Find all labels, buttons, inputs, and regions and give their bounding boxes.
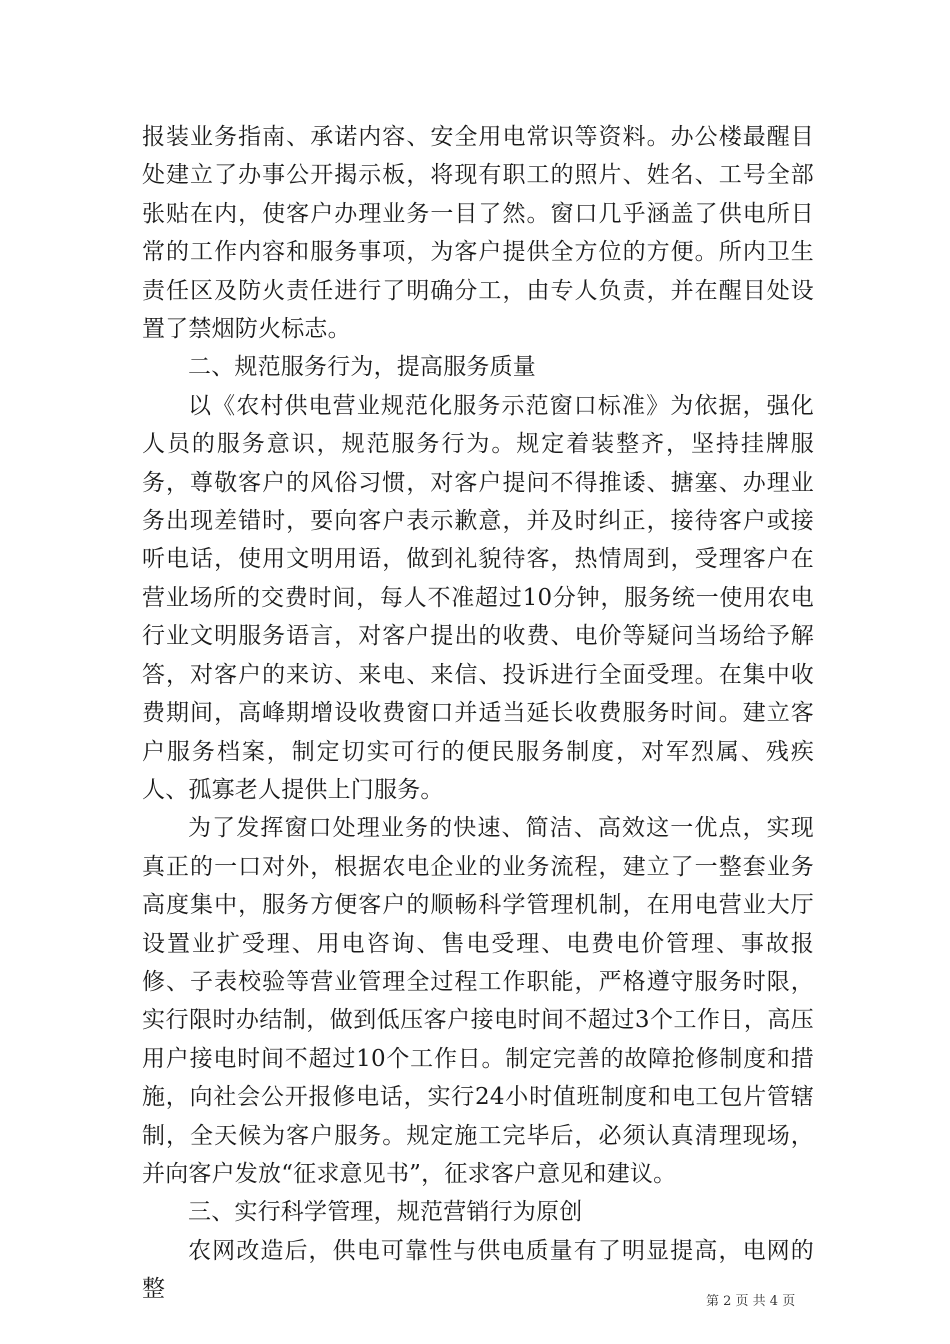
paragraph-1: 报装业务指南、承诺内容、安全用电常识等资料。办公楼最醒目处建立了办事公开揭示板，将现有职工的照片、姓名、工号全部张贴在内，使客户办理业务一目了然。窗口几乎涵盖了供电所日常的工作内容和服务事项，为客户提供全方位的方便。所内卫生责任区及防火责任进行了明确分工，由专人负责，并在醒目处设置了禁烟防火标志。 [142, 124, 814, 343]
paragraph-4: 农网改造后，供电可靠性与供电质量有了明显提高，电网的整 [142, 1237, 814, 1303]
document-body [142, 118, 814, 1309]
paragraph-2: 以《农村供电营业规范化服务示范窗口标准》为依据，强化人员的服务意识，规范服务行为。规定着装整齐，坚持挂牌服务，尊敬客户的风俗习惯，对客户提问不得推诿、搪塞、办理业务出现差错时，要向客户表示歉意，并及时纠正，接待客户或接听电话，使用文明用语，做到礼貌待客，热情周到，受理客户在营业场所的交费时间，每人不准超过10分钟，服务统一使用农电行业文明服务语言，对客户提出的收费、电价等疑问当场给予解答，对客户的来访、来电、来信、投诉进行全面受理。在集中收费期间，高峰期增设收费窗口并适当延长收费服务时间。建立客户服务档案，制定切实可行的便民服务制度，对军烈属、残疾人、孤寡老人提供上门服务。 [142, 392, 814, 803]
page-number: 第 2 页 共 4 页 [706, 1294, 796, 1309]
section-heading-2: 二、规范服务行为，提高服务质量 [188, 354, 536, 381]
section-heading-3: 三、实行科学管理，规范营销行为原创 [188, 1199, 583, 1226]
paragraph-3: 为了发挥窗口处理业务的快速、简洁、高效这一优点，实现真正的一口对外，根据农电企业的业务流程，建立了一整套业务高度集中，服务方便客户的顺畅科学管理机制，在用电营业大厅设置业扩受理、用电咨询、售电受理、电费电价管理、事故报修、子表校验等营业管理全过程工作职能，严格遵守服务时限，实行限时办结制，做到低压客户接电时间不超过3个工作日，高压用户接电时间不超过10个工作日。制定完善的故障抢修制度和措施，向社会公开报修电话，实行24小时值班制度和电工包片管辖制，全天候为客户服务。规定施工完毕后，必须认真清理现场，并向客户发放“征求意见书”，征求客户意见和建议。 [142, 815, 814, 1187]
